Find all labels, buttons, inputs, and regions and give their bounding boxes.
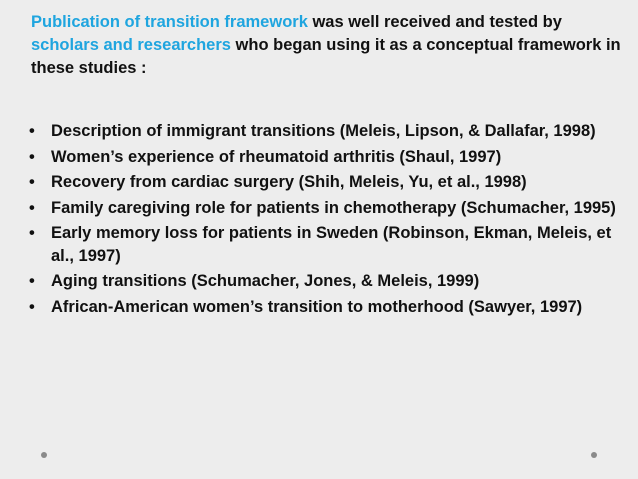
list-item-text: Women’s experience of rheumatoid arthritis (Shaul, 1997) [51, 147, 502, 166]
intro-text-end: who began using it as a conceptual framework in these studies : [31, 36, 621, 77]
bullet-icon: • [29, 173, 35, 191]
decorative-dot-left-icon [41, 452, 47, 458]
list-item [29, 146, 619, 169]
list-item [29, 222, 619, 267]
study-list [29, 120, 619, 321]
bullet-icon: • [29, 297, 35, 316]
intro-highlight-scholars: scholars and researchers [31, 36, 231, 54]
bullet-icon: • [29, 198, 35, 217]
list-item-text: Family caregiving role for patients in chemotherapy (Schumacher, 1995) [51, 198, 616, 217]
bullet-icon: • [29, 272, 35, 290]
list-item-text: Description of immigrant transitions (Meleis, Lipson, & Dallafar, 1998) [51, 122, 596, 140]
intro-highlight-publication: Publication of transition framework [31, 13, 308, 31]
list-item-text: Aging transitions (Schumacher, Jones, & Meleis, 1999) [51, 272, 480, 290]
list-item [29, 270, 619, 293]
list-item [29, 296, 619, 319]
intro-text: was well received and tested by [307, 13, 562, 31]
list-item [29, 197, 619, 220]
bullet-icon: • [29, 122, 35, 140]
intro-paragraph [31, 11, 621, 80]
list-item [29, 171, 619, 194]
list-item-text: Recovery from cardiac surgery (Shih, Meleis, Yu, et al., 1998) [51, 173, 527, 191]
bullet-icon: • [29, 147, 35, 166]
decorative-dot-right-icon [591, 452, 597, 458]
bullet-icon: • [29, 224, 35, 242]
list-item-text: African-American women’s transition to motherhood (Sawyer, 1997) [51, 297, 583, 316]
list-item-text: Early memory loss for patients in Sweden (Robinson, Ekman, Meleis, et al., 1997) [51, 224, 612, 265]
list-item [29, 120, 619, 143]
